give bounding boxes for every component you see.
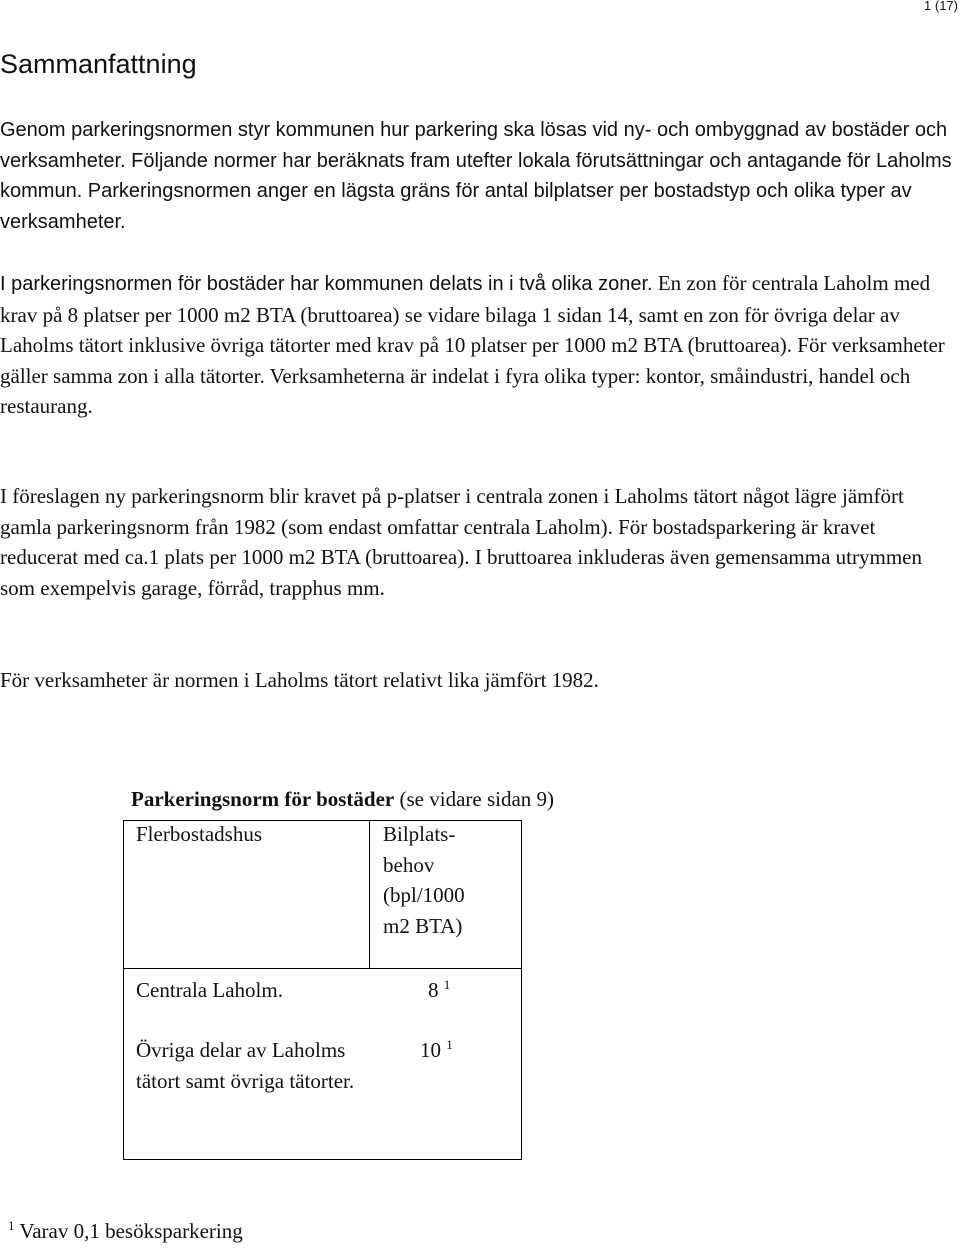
value: 10 xyxy=(420,1038,441,1062)
table-caption-ref: (se vidare sidan 9) xyxy=(394,787,555,811)
header-line: (bpl/1000 xyxy=(383,883,465,907)
table-header-building-type: Flerbostadshus xyxy=(136,822,262,846)
paragraph-intro: Genom parkeringsnormen styr kommunen hur parkering ska lösas vid ny- och ombyggnad av bostäder och verksamheter. Följande normer har beräknats fram utefter lokala förutsättningar och antagande för Laholms kommun. Parkeringsnormen anger en lägsta gräns för antal bilplatser per bostadstyp och olika typer av verksamheter. xyxy=(0,119,952,233)
footnote xyxy=(8,1219,243,1244)
table-cell-value-other xyxy=(420,1035,453,1066)
footnote-ref: 1 xyxy=(446,1037,453,1052)
table-header-parking-need xyxy=(383,819,513,941)
footnote-ref: 1 xyxy=(443,977,451,992)
table-row-divider xyxy=(123,968,522,969)
page-title: Sammanfattning xyxy=(0,49,197,79)
header-line: behov xyxy=(383,852,435,877)
paragraph-zones-lead: I parkeringsnormen för bostäder har kommunen delats in i två olika zoner. xyxy=(0,273,653,295)
table-cell-zone-central: Centrala Laholm. xyxy=(136,978,283,1002)
paragraph-zones-body: En zon för centrala Laholm med krav på 8 platser per 1000 m2 BTA (bruttoarea) se vidare bilaga 1 sidan 14, samt en zon för övriga delar av Laholms tätort inklusive övriga tätorter med krav på 10 platser per 1000 m2 BTA (bruttoarea). För verksamheter gäller samma zon i alla tätorter. Verksamheterna är indelat i fyra olika typer: kontor, småindustri, handel och restaurang. xyxy=(0,271,945,418)
table-column-divider xyxy=(369,820,370,969)
value: 8 xyxy=(428,978,439,1002)
footnote-text: Varav 0,1 besöksparkering xyxy=(14,1219,243,1243)
table-caption-title: Parkeringsnorm för bostäder xyxy=(131,787,395,811)
page-number: 1 (17) xyxy=(924,0,958,13)
footnote-marker: 1 xyxy=(8,1218,15,1233)
header-line: Bilplats- xyxy=(383,822,456,846)
paragraph-zones xyxy=(0,268,955,422)
table-cell-zone-other: Övriga delar av Laholms tätort samt övriga tätorter. xyxy=(136,1038,355,1093)
paragraph-businesses: För verksamheter är normen i Laholms tätort relativt lika jämfört 1982. xyxy=(0,668,599,692)
paragraph-proposal: I föreslagen ny parkeringsnorm blir kravet på p-platser i centrala zonen i Laholms tätort något lägre jämfört gamla parkeringsnorm från 1982 (som endast omfattar centrala Laholm). För bostadsparkering är kravet reducerat med ca.1 plats per 1000 m2 BTA (bruttoarea). I bruttoarea inkluderas även gemensamma utrymmen som exempelvis garage, förråd, trapphus mm. xyxy=(0,484,922,600)
header-line: m2 BTA) xyxy=(383,913,463,938)
table-cell-value-central xyxy=(428,975,450,1006)
table-caption xyxy=(131,787,554,812)
